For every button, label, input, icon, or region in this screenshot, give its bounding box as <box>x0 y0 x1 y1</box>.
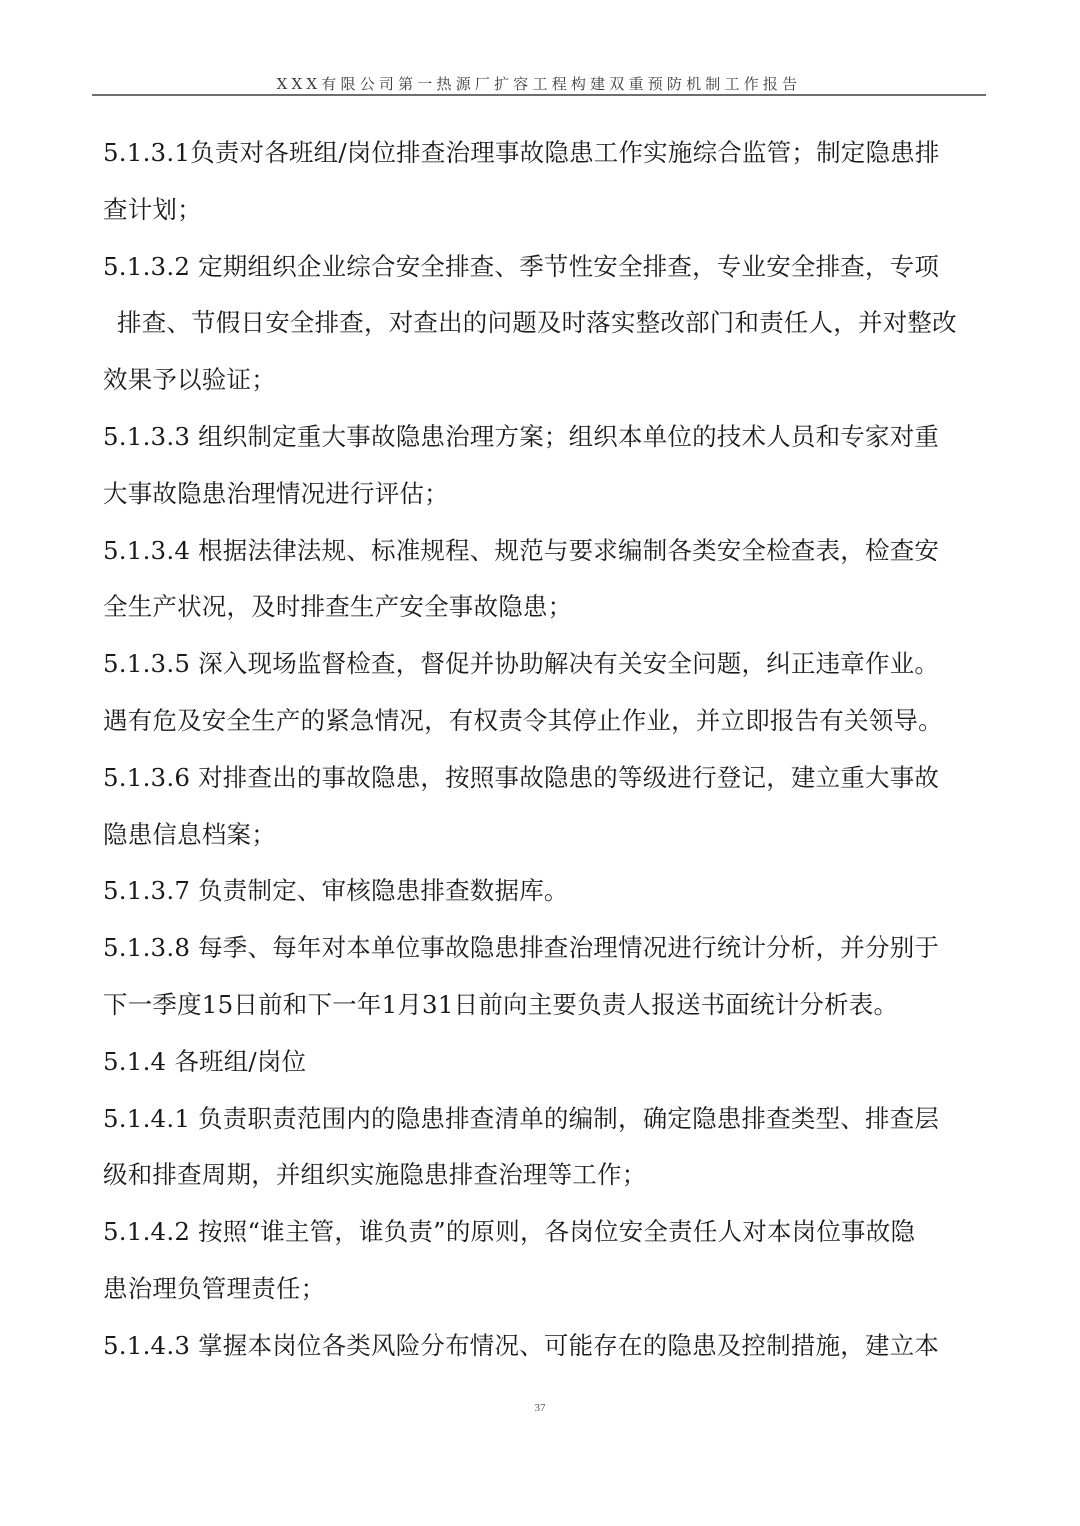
text-line: 效果予以验证； <box>103 365 276 395</box>
section-heading-5-1-4: 5.1.4 各班组/岗位 <box>103 1046 307 1076</box>
text-line-5-1-3-6: 5.1.3.6 对排查出的事故隐患，按照事故隐患的等级进行登记，建立重大事故 <box>103 762 940 792</box>
text-line: 排查、节假日安全排查，对查出的问题及时落实整改部门和责任人，并对整改 <box>117 308 957 338</box>
text-line: 遇有危及安全生产的紧急情况，有权责令其停止作业，并立即报告有关领导。 <box>103 705 943 735</box>
page-number: 37 <box>534 1402 546 1414</box>
text-line-5-1-3-1: 5.1.3.1负责对各班组/岗位排查治理事故隐患工作实施综合监管；制定隐患排 <box>103 138 940 167</box>
text-line-5-1-3-7: 5.1.3.7 负责制定、审核隐患排查数据库。 <box>103 876 569 906</box>
text-line: 下一季度15日前和下一年1月31日前向主要负责人报送书面统计分析表。 <box>103 989 899 1019</box>
text-line-5-1-3-8: 5.1.3.8 每季、每年对本单位事故隐患排查治理情况进行统计分析，并分别于 <box>103 933 940 963</box>
text-line-5-1-4-3: 5.1.4.3 掌握本岗位各类风险分布情况、可能存在的隐患及控制措施，建立本 <box>103 1330 940 1360</box>
text-line-5-1-3-3: 5.1.3.3 组织制定重大事故隐患治理方案；组织本单位的技术人员和专家对重 <box>103 421 940 451</box>
text-line-5-1-3-2: 5.1.3.2 定期组织企业综合安全排查、季节性安全排查，专业安全排查，专项 <box>103 251 940 281</box>
text-line: 查计划； <box>103 194 202 224</box>
text-line: 全生产状况，及时排查生产安全事故隐患； <box>103 592 573 622</box>
text-line-5-1-4-1: 5.1.4.1 负责职责范围内的隐患排查清单的编制，确定隐患排查类型、排查层 <box>103 1103 940 1133</box>
text-line: 大事故隐患治理情况进行评估； <box>103 478 449 508</box>
text-line-5-1-3-4: 5.1.3.4 根据法律法规、标准规程、规范与要求编制各类安全检查表，检查安 <box>103 535 940 565</box>
text-line-5-1-3-5: 5.1.3.5 深入现场监督检查，督促并协助解决有关安全问题，纠正违章作业。 <box>103 649 940 679</box>
header-divider <box>92 94 986 96</box>
text-line: 隐患信息档案； <box>103 819 276 849</box>
text-line: 级和排查周期，并组织实施隐患排查治理等工作； <box>103 1160 647 1190</box>
text-line: 患治理负管理责任； <box>103 1273 326 1303</box>
document-body <box>103 125 975 1375</box>
text-line-5-1-4-2: 5.1.4.2 按照“谁主管，谁负责”的原则，各岗位安全责任人对本岗位事故隐 <box>103 1217 916 1247</box>
page-header-title: XXX有限公司第一热源厂扩容工程构建双重预防机制工作报告 <box>276 75 802 93</box>
